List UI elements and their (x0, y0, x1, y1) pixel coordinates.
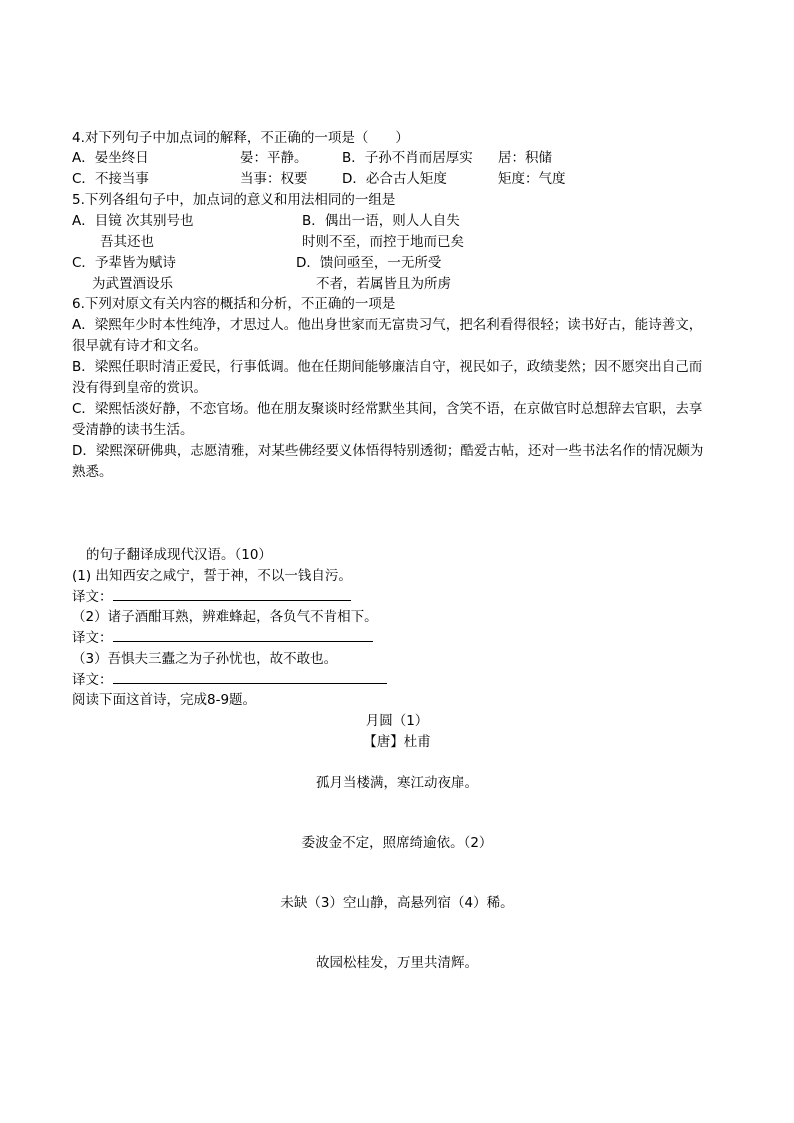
q7-answer-2-label: 译文： (72, 630, 113, 646)
q4-b-label: B． (342, 150, 365, 166)
q7-answer-2-blank[interactable] (113, 629, 373, 642)
q6-c-line1: C．梁熙恬淡好静，不恋官场。他在朋友聚谈时经常默坐其间，含笑不语，在京做官时总想辞去官职，去享 (72, 401, 703, 417)
q6-b-line1: B．梁熙任职时清正爱民，行事低调。他在任期间能够廉洁自守，视民如子，政绩斐然；因不愿突出自己而 (72, 359, 703, 375)
q7-answer-3 (72, 670, 387, 690)
q5-c-label: C． (72, 255, 95, 271)
q4-option-b (342, 148, 473, 168)
q4-b-sentence: 子孙不肖而居厚实 (364, 150, 473, 166)
q7-answer-3-label: 译文： (72, 672, 113, 688)
q4-b-gloss: 居：积储 (498, 150, 552, 166)
poem-line-3: 未缺（3）空山静，高悬列宿（4）稀。 (280, 895, 514, 911)
q6-d-line2: 熟悉。 (72, 464, 113, 480)
q6-a-line2: 很早就有诗才和文名。 (72, 338, 207, 354)
q5-a-text2: 吾其还也 (100, 234, 154, 250)
q4-d-label: D． (342, 171, 366, 187)
q5-a-text1: 目镜 次其别号也 (94, 213, 194, 229)
q5-d-label: D． (296, 255, 320, 271)
q4-stem: 4.对下列句子中加点词的解释，不正确的一项是（ ） (72, 130, 409, 146)
q6-b-line2: 没有得到皇帝的赏识。 (72, 380, 207, 396)
q4-d-gloss: 矩度：气度 (498, 171, 566, 187)
q4-a-gloss: 晏：平静。 (240, 150, 308, 166)
q4-option-d (342, 169, 447, 189)
q5-b-text2: 时则不至，而控于地而已矣 (302, 234, 464, 250)
q5-d-text2: 不者，若属皆且为所虏 (316, 276, 451, 292)
q5-b-text1: 偶出一语，则人人自失 (324, 213, 460, 229)
q4-c-sentence: 不接当事 (94, 171, 149, 187)
q6-d-line1: D．梁熙深研佛典，志愿清雅，对某些佛经要义体悟得特别透彻；酷爱古帖，还对一些书法名作的情况颇为 (72, 443, 704, 459)
q7-stem: 的句子翻译成现代汉语。（10） (86, 547, 272, 563)
q5-d-text1: 馈问亟至，一无所受 (319, 255, 442, 271)
q6-stem: 6.下列对原文有关内容的概括和分析，不正确的一项是 (72, 296, 396, 312)
q7-answer-2 (72, 628, 373, 648)
q4-a-sentence: 晏坐终日 (94, 150, 149, 166)
q5-stem: 5.下列各组句子中，加点词的意义和用法相同的一组是 (72, 192, 396, 208)
q4-c-gloss: 当事：权要 (240, 171, 308, 187)
q5-option-b-line1 (302, 211, 460, 231)
q4-option-c (72, 169, 149, 189)
q4-a-label: A． (72, 150, 95, 166)
q5-option-d-line1 (296, 253, 441, 273)
q5-a-label: A． (72, 213, 95, 229)
q7-sentence-2: （2）诸子酒酣耳熟，辨难蜂起，各负气不肯相下。 (72, 609, 378, 625)
q7-answer-1-blank[interactable] (113, 588, 351, 601)
q7-answer-3-blank[interactable] (113, 671, 387, 684)
q5-c-text2: 为武置酒设乐 (92, 276, 173, 292)
poem-title: 月圆（1） (365, 713, 429, 729)
q4-c-label: C． (72, 171, 95, 187)
q5-c-text1: 予辈皆为赋诗 (94, 255, 176, 271)
q5-option-c-line1 (72, 253, 176, 273)
q6-a-line1: A．梁熙年少时本性纯净，才思过人。他出身世家而无富贵习气，把名利看得很轻；读书好古，能诗善文， (72, 317, 703, 333)
poem-author: 【唐】杜甫 (363, 734, 431, 750)
q6-c-line2: 受清静的读书生活。 (72, 422, 194, 438)
poem-line-1: 孤月当楼满，寒江动夜扉。 (316, 775, 478, 791)
q4-d-sentence: 必合古人矩度 (365, 171, 447, 187)
poem-intro: 阅读下面这首诗，完成8-9题。 (72, 692, 257, 708)
poem-line-2: 委波金不定，照席绮逾依。（2） (301, 835, 493, 851)
q7-answer-1-label: 译文： (72, 589, 113, 605)
q7-sentence-3: （3）吾惧夫三蠹之为子孙忧也，故不敢也。 (72, 651, 338, 667)
poem-line-4: 故园松桂发，万里共清辉。 (316, 955, 478, 971)
q5-b-label: B． (302, 213, 325, 229)
q7-sentence-1: (1) 出知西安之咸宁，誓于神，不以一钱自污。 (72, 568, 352, 584)
q7-answer-1 (72, 587, 351, 607)
q5-option-a-line1 (72, 211, 194, 231)
q4-option-a (72, 148, 149, 168)
